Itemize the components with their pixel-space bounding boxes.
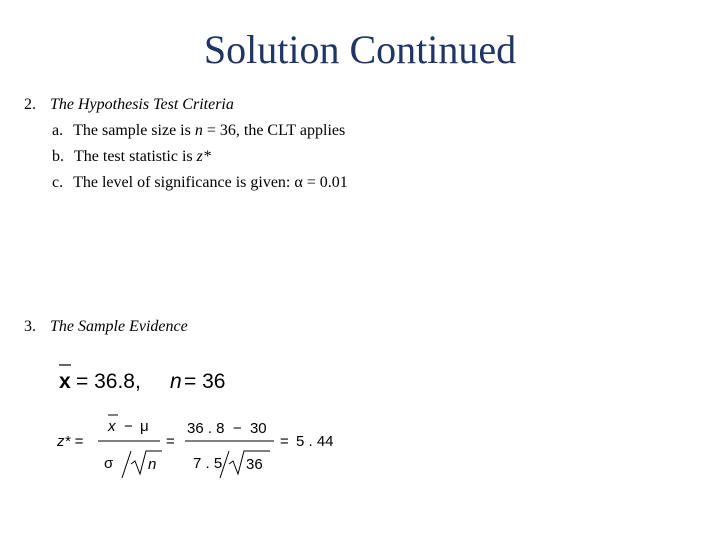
item-marker: a. [52, 122, 64, 139]
numerator-xbar: x [108, 418, 116, 435]
n-variable: n [170, 370, 182, 393]
denominator-n: n [148, 456, 157, 473]
numerator-values: 36 . 8 − 30 [187, 420, 267, 437]
section-3-title: The Sample Evidence [50, 318, 188, 335]
item-marker: c. [52, 174, 64, 191]
item-variable: n [194, 122, 203, 139]
xbar-value: = 36.8, [76, 370, 141, 393]
item-text-after: = 36, the CLT applies [202, 122, 346, 139]
denominator-sd: 7 . 5 [193, 455, 223, 472]
section-2-title: The Hypothesis Test Criteria [50, 96, 234, 113]
equals-1: = [166, 433, 175, 450]
numerator-mu: μ [140, 418, 149, 435]
item-text: The level of significance is given: [73, 174, 295, 191]
denominator-sigma: σ [104, 455, 114, 472]
item-variable: α [294, 174, 303, 191]
n-value: = 36 [184, 370, 226, 393]
sqrt-sign-1 [131, 451, 162, 474]
item-text: The test statistic is [74, 148, 197, 165]
item-text-after: = 0.01 [302, 174, 348, 191]
denominator-slash [122, 451, 131, 478]
xbar-variable: x [59, 370, 71, 393]
result-value: 5 . 44 [296, 433, 334, 450]
section-3-number: 3. [24, 318, 36, 335]
section-2-number: 2. [24, 96, 36, 113]
item-variable: z* [196, 148, 211, 165]
numerator-minus: − [124, 418, 133, 435]
item-marker: b. [52, 148, 64, 165]
equals-2: = [280, 433, 289, 450]
item-text: The sample size is [73, 122, 195, 139]
page-title: Solution Continued [203, 27, 517, 72]
denominator-sample-size: 36 [246, 456, 263, 473]
zstar-label: z* = [57, 433, 84, 450]
